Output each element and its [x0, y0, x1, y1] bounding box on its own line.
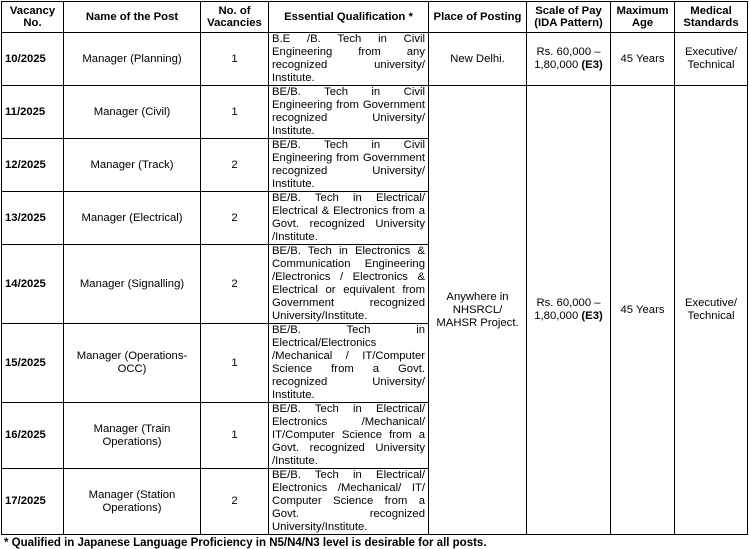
- qualification-cell: BE/B. Tech in Civil Engineering from Government recognized University/ Institute.: [269, 86, 429, 139]
- header-pay: Scale of Pay (IDA Pattern): [527, 2, 611, 33]
- vacancy-no-cell: 10/2025: [2, 33, 64, 86]
- post-name-cell: Manager (Operations-OCC): [64, 324, 201, 403]
- post-name-cell: Manager (Signalling): [64, 245, 201, 324]
- post-name-cell: Manager (Station Operations): [64, 469, 201, 535]
- pay-range: Rs. 60,000 – 1,80,000: [534, 46, 601, 71]
- qualification-cell: BE/B. Tech in Civil Engineering from Government recognized University/ Institute.: [269, 139, 429, 192]
- vacancy-count-cell: 1: [201, 33, 269, 86]
- posting-cell-group1: New Delhi.: [429, 33, 527, 86]
- vacancy-count-cell: 2: [201, 192, 269, 245]
- medical-cell-group2: Executive/ Technical: [675, 86, 748, 535]
- vacancy-no-cell: 16/2025: [2, 403, 64, 469]
- header-qualification: Essential Qualification *: [269, 2, 429, 33]
- vacancy-no-cell: 13/2025: [2, 192, 64, 245]
- qualification-cell: BE/B. Tech in Electrical/ Electronics /Mechanical/ IT/Computer Science from a Govt. recognized University /Institute.: [269, 403, 429, 469]
- pay-cell-group2: [527, 86, 611, 535]
- vacancy-count-cell: 1: [201, 403, 269, 469]
- footnote: * Qualified in Japanese Language Proficiency in N5/N4/N3 level is desirable for all posts.: [4, 537, 487, 549]
- header-post: Name of the Post: [64, 2, 201, 33]
- vacancy-no-cell: 11/2025: [2, 86, 64, 139]
- pay-grade: (E3): [581, 59, 603, 71]
- post-name-cell: Manager (Train Operations): [64, 403, 201, 469]
- vacancy-count-cell: 1: [201, 324, 269, 403]
- header-age: Maximum Age: [611, 2, 675, 33]
- pay-grade: (E3): [581, 310, 603, 322]
- qualification-cell: BE/B. Tech in Electronics & Communication Engineering /Electronics / Electronics & Electrical or equivalent from Government recognized University/Institute.: [269, 245, 429, 324]
- table-row: [2, 33, 748, 86]
- post-name-cell: Manager (Planning): [64, 33, 201, 86]
- age-cell-group1: 45 Years: [611, 33, 675, 86]
- table-row: [2, 86, 748, 139]
- qualification-cell: BE/B. Tech in Electrical/ Electrical & Electronics from a Govt. recognized University /Institute.: [269, 192, 429, 245]
- vacancy-no-cell: 17/2025: [2, 469, 64, 535]
- posting-cell-group2: Anywhere in NHSRCL/ MAHSR Project.: [429, 86, 527, 535]
- qualification-cell: BE/B. Tech in Electrical/Electronics /Mechanical / IT/Computer Science from a Govt. recognized University/ Institute.: [269, 324, 429, 403]
- pay-cell-group1: [527, 33, 611, 86]
- vacancy-no-cell: 15/2025: [2, 324, 64, 403]
- vacancy-no-cell: 14/2025: [2, 245, 64, 324]
- header-vacancy-no: Vacancy No.: [2, 2, 64, 33]
- vacancy-count-cell: 2: [201, 245, 269, 324]
- medical-cell-group1: Executive/ Technical: [675, 33, 748, 86]
- qualification-cell: BE/B. Tech in Electrical/ Electronics /Mechanical/ IT/ Computer Science from a Govt. recognized University/Institute.: [269, 469, 429, 535]
- age-cell-group2: 45 Years: [611, 86, 675, 535]
- qualification-cell: B.E /B. Tech in Civil Engineering from any recognized university/ Institute.: [269, 33, 429, 86]
- vacancy-table: [1, 1, 748, 535]
- vacancy-count-cell: 2: [201, 139, 269, 192]
- header-posting: Place of Posting: [429, 2, 527, 33]
- header-row: [2, 2, 748, 33]
- vacancy-count-cell: 2: [201, 469, 269, 535]
- header-medical: Medical Standards: [675, 2, 748, 33]
- pay-range: Rs. 60,000 – 1,80,000: [534, 297, 601, 322]
- header-vacancies: No. of Vacancies: [201, 2, 269, 33]
- vacancy-count-cell: 1: [201, 86, 269, 139]
- post-name-cell: Manager (Electrical): [64, 192, 201, 245]
- post-name-cell: Manager (Civil): [64, 86, 201, 139]
- post-name-cell: Manager (Track): [64, 139, 201, 192]
- vacancy-no-cell: 12/2025: [2, 139, 64, 192]
